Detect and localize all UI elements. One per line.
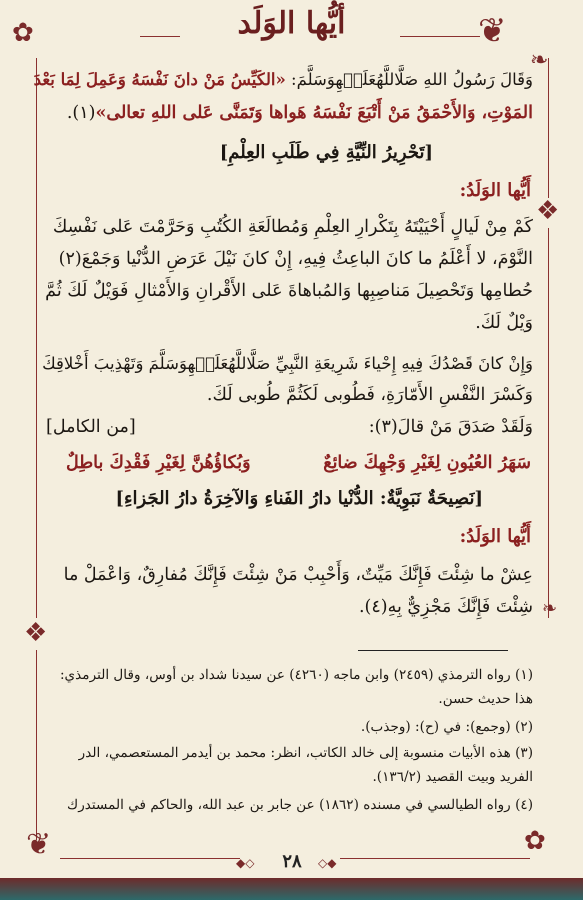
para1-line-3: حُطامِها وَتَحْصِيلَ مَناصِبِها وَالمُباهاةَ عَلى الأَقْرانِ وَالأَمْثالِ فَوَيْلٌ لَكَ ثُمَّ <box>45 281 533 301</box>
scroll-ornament-right-lower-icon: ❧ <box>542 598 558 619</box>
frame-rule-left-upper <box>36 58 37 618</box>
page-number: ٢٨ <box>282 851 302 872</box>
section-heading-intention: [تَحْرِيرُ النِّيَّةِ فِي طَلَبِ العِلْمِ] <box>219 142 433 163</box>
address-o-son-2: أَيُّها الوَلَدُ: <box>459 526 531 547</box>
address-o-son-1: أَيُّها الوَلَدُ: <box>459 180 531 201</box>
para3-line-2: شِئْتَ فَإِنَّكَ مَجْزِيٌّ بِهِ(٤). <box>358 597 533 617</box>
para1-line-1: كَمْ مِنْ لَيالٍ أَحْيَيْتَهُ بِتَكْرارِ العِلْمِ وَمُطالَعَةِ الكُتُبِ وَحَرَّمْتَ عَلى نَفْسِكَ <box>52 217 533 237</box>
footnote-2: (٢) (وجمع): في (ح): (وجذب). <box>360 719 533 735</box>
side-ornament-right-icon: ❖ <box>536 196 560 226</box>
para3-line-1: عِشْ ما شِئْتَ فَإِنَّكَ مَيِّتٌ، وَأَحْبِبْ مَنْ شِئْتَ فَإِنَّكَ مُفارِقٌ، وَاعْمَلْ ما <box>63 565 533 585</box>
page-number-ornament-left-icon: ◆◇ <box>236 856 255 870</box>
hadith-text-part-2: المَوْتِ، وَالأَحْمَقُ مَنْ أَتْبَعَ نَفْسَهُ هَواها وَتَمَنَّى عَلى اللهِ تعالى» <box>95 103 533 123</box>
footnote-separator <box>358 650 508 651</box>
footer-rule-left <box>60 858 240 859</box>
page-number-ornament-right-icon: ◇◆ <box>318 856 337 870</box>
header-rule-right <box>400 36 480 37</box>
frame-rule-left-lower <box>36 650 37 840</box>
corner-ornament-bottom-right-icon: ✿ <box>524 826 546 856</box>
frame-rule-right-upper <box>548 58 549 198</box>
footnote-ref-1: (١). <box>66 103 96 123</box>
footnote-3-line-1: (٣) هذه الأبيات منسوبة إلى خالد الكاتب، انظر: محمد بن أيدمر المستعصمي، الدر <box>78 745 533 761</box>
corner-ornament-top-left-icon: ✿ <box>12 18 34 48</box>
poem-intro: وَلَقَدْ صَدَقَ مَنْ قالَ(٣): <box>368 417 533 437</box>
section-heading-prophetic-advice: [نَصِيحَةٌ نَبَوِيَّةٌ: الدُّنْيا دارُ الفَناءِ وَالآخِرَةُ دارُ الجَزاءِ] <box>115 488 483 509</box>
hadith-line-2 <box>47 98 533 129</box>
corner-ornament-bottom-left-icon: ❦ <box>26 827 52 862</box>
footnote-1-line-2: هذا حديث حسن. <box>438 691 533 707</box>
side-ornament-left-icon: ❖ <box>24 618 48 648</box>
poem-hemistich-1: سَهَرُ العُيُونِ لِغَيْرِ وَجْهِكَ ضائِعٌ <box>323 453 531 473</box>
para1-line-4: وَيْلٌ لَكَ. <box>475 313 533 333</box>
hadith-line-1 <box>33 64 533 95</box>
para2-line-1: وَإِنْ كانَ قَصْدُكَ فِيهِ إِحْياءَ شَرِيعَةِ النَّبِيِّ صَلَّاللَّهُعَلَيۡهِوَسَلَّمَ وَتَهْذِيبَ أَخْلاقِكَ <box>42 354 533 373</box>
para2-line-2: وَكَسْرَ النَّفْسِ الأَمّارَةِ، فَطُوبى لَكَثُمَّ طُوبى لَكَ. <box>206 385 533 405</box>
hadith-intro: وَقَالَ رَسُولُ اللهِ صَلَّاللَّهُعَلَيۡهِوَسَلَّمَ: <box>285 70 533 89</box>
running-header-title: أيُّها الوَلَد <box>237 6 346 41</box>
footnote-1-line-1: (١) رواه الترمذي (٢٤٥٩) وابن ماجه (٤٢٦٠) عن سيدنا شداد بن أوس، وقال الترمذي: <box>59 667 533 683</box>
footer-rule-right <box>340 858 530 859</box>
corner-ornament-top-right-icon: ❦ <box>478 11 507 51</box>
header-rule-left <box>140 36 180 37</box>
footnote-3-line-2: الفريد وبيت القصيد (١٣٦/٢). <box>372 769 533 785</box>
scroll-ornament-right-icon: ❧ <box>530 48 549 73</box>
frame-rule-right-lower <box>548 228 549 618</box>
poem-meter: [من الكامل] <box>46 417 136 437</box>
poem-hemistich-2: وَبُكاؤُهُنَّ لِغَيْرِ فَقْدِكَ باطِلٌ <box>66 453 251 473</box>
book-edge <box>0 878 583 900</box>
footnote-4: (٤) رواه الطيالسي في مسنده (١٨٦٢) عن جابر بن عبد الله، والحاكم في المستدرك <box>67 797 533 813</box>
para1-line-2: النَّوْمَ، لا أَعْلَمُ ما كانَ الباعِثُ فِيهِ، إِنْ كانَ نَيْلَ عَرَضِ الدُّنْيا وَجَمْعَ(٢) <box>58 249 533 269</box>
hadith-text-part-1: «الكَيِّسُ مَنْ دانَ نَفْسَهُ وَعَمِلَ لِمَا بَعْدَ <box>33 70 286 89</box>
